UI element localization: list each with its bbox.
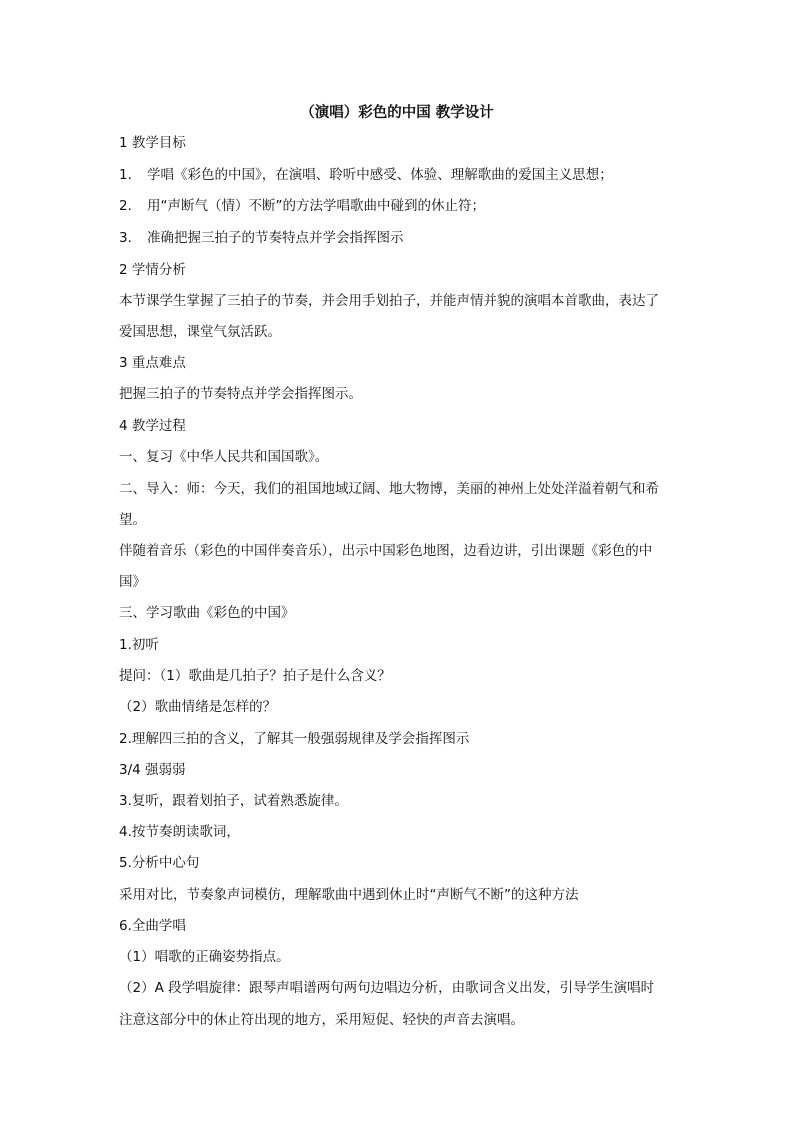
- goal-text: 学唱《彩色的中国》，在演唱、聆听中感受、体验、理解歌曲的爱国主义思想；: [147, 167, 613, 183]
- paragraph-line: 提问：（1）歌曲是几拍子？拍子是什么含义？: [119, 668, 391, 684]
- paragraph-line: 三、学习歌曲《彩色的中国》: [119, 605, 295, 621]
- section-heading-goals: 1 教学目标: [119, 135, 186, 151]
- paragraph-line: 5.分析中心句: [119, 855, 200, 871]
- paragraph-line: 一、复习《中华人民共和国国歌》。: [119, 449, 329, 465]
- goal-number: 3．: [119, 230, 142, 246]
- paragraph-line: 6.全曲学唱: [119, 918, 186, 934]
- goal-item-2: [119, 196, 485, 216]
- goal-text: 用“声断气（情）不断”的方法学唱歌曲中碰到的休止符；: [147, 198, 485, 214]
- paragraph-line: 伴随着音乐（彩色的中国伴奏音乐），出示中国彩色地图，边看边讲，引出课题《彩色的中: [119, 543, 653, 559]
- paragraph-line: （2）歌曲情绪是怎样的？: [119, 699, 277, 715]
- paragraph-line: 爱国思想，课堂气氛活跃。: [119, 324, 281, 340]
- paragraph-line: 注意这部分中的休止符出现的地方，采用短促、轻快的声音去演唱。: [119, 1012, 524, 1028]
- paragraph-line: 3/4 强弱弱: [119, 762, 186, 778]
- document-title: （演唱）彩色的中国 教学设计: [300, 105, 494, 121]
- paragraph-line: 国》: [119, 574, 146, 590]
- goal-item-1: [119, 165, 613, 185]
- section-heading-keypoints: 3 重点难点: [119, 355, 186, 371]
- paragraph-line: 本节课学生掌握了三拍子的节奏，并会用手划拍子，并能声情并貌的演唱本首歌曲，表达了: [119, 293, 659, 309]
- paragraph-line: 采用对比，节奏象声词模仿，理解歌曲中遇到休止时“声断气不断”的这种方法: [119, 887, 579, 903]
- goal-item-3: [119, 228, 404, 248]
- paragraph-line: 3.复听，跟着划拍子，试着熟悉旋律。: [119, 793, 348, 809]
- paragraph-line: 4.按节奏朗读歌词，: [119, 824, 240, 840]
- goal-number: 1．: [119, 167, 142, 183]
- section-heading-process: 4 教学过程: [119, 418, 186, 434]
- paragraph-line: 二、导入：师：今天，我们的祖国地域辽阔、地大物博，美丽的神州上处处洋溢着朝气和希: [119, 481, 659, 497]
- section-heading-analysis: 2 学情分析: [119, 262, 186, 278]
- paragraph-line: 把握三拍子的节奏特点并学会指挥图示。: [119, 386, 362, 402]
- paragraph-line: （2）A 段学唱旋律：跟琴声唱谱两句两句边唱边分析，由歌词含义出发，引导学生演唱时: [119, 980, 655, 996]
- paragraph-line: 2.理解四三拍的含义，了解其一般强弱规律及学会指挥图示: [119, 731, 470, 747]
- goal-text: 准确把握三拍子的节奏特点并学会指挥图示: [147, 230, 404, 246]
- paragraph-line: 望。: [119, 512, 146, 528]
- goal-number: 2．: [119, 198, 142, 214]
- paragraph-line: （1）唱歌的正确姿势指点。: [119, 949, 290, 965]
- paragraph-line: 1.初听: [119, 637, 159, 653]
